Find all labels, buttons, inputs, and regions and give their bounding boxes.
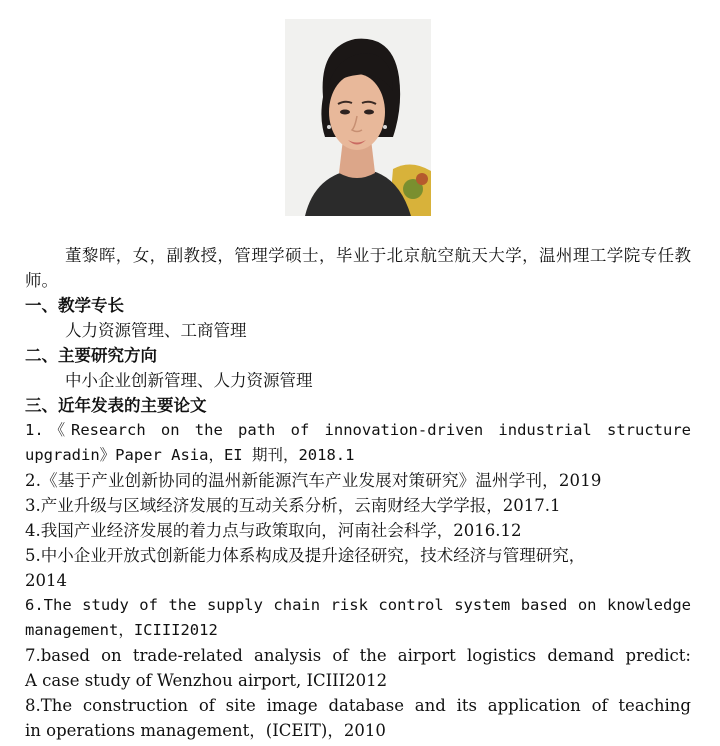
publication-line: 7.based on trade-related analysis of the airport logistics demand predict: <box>25 646 691 665</box>
publication-line: 4.我国产业经济发展的着力点与政策取向，河南社会科学，2016.12 <box>25 521 522 540</box>
publication-line: upgradin》Paper Asia，EI 期刊，2018.1 <box>25 446 355 464</box>
publication-line: in operations management，(ICEIT)，2010 <box>25 721 386 740</box>
publication-line: A case study of Wenzhou airport, ICIII2012 <box>25 671 388 690</box>
publication-item-8 <box>25 693 691 743</box>
publication-item-2 <box>25 468 691 493</box>
publication-item-4 <box>25 518 691 543</box>
section-heading-publications: 三、近年发表的主要论文 <box>25 396 207 415</box>
publication-line: 5.中小企业开放式创新能力体系构成及提升途径研究，技术经济与管理研究， <box>25 546 586 565</box>
portrait-photo-icon <box>285 19 431 216</box>
publication-line: 1.《Research on the path of innovation-driven industrial structure <box>25 421 691 439</box>
publication-item-5 <box>25 543 691 593</box>
publication-line: 6.The study of the supply chain risk control system based on knowledge <box>25 596 691 614</box>
research-directions: 中小企业创新管理、人力资源管理 <box>65 371 313 390</box>
publication-line: 2014 <box>25 571 67 590</box>
publication-line: 2.《基于产业创新协同的温州新能源汽车产业发展对策研究》温州学刊，2019 <box>25 471 602 490</box>
publication-line: 3.产业升级与区域经济发展的互动关系分析，云南财经大学学报，2017.1 <box>25 496 561 515</box>
publication-item-7 <box>25 643 691 693</box>
profile-photo <box>285 19 431 216</box>
publication-item-6 <box>25 593 691 643</box>
publication-item-3 <box>25 493 691 518</box>
profile-content <box>25 243 691 743</box>
section-heading-research: 二、主要研究方向 <box>25 346 157 365</box>
publication-line: 8.The construction of site image database and its application of teaching <box>25 696 691 715</box>
teaching-specialties: 人力资源管理、工商管理 <box>65 321 247 340</box>
publication-item-1 <box>25 418 691 468</box>
publication-line: management，ICIII2012 <box>25 621 218 639</box>
section-heading-teaching: 一、教学专长 <box>25 296 124 315</box>
intro-paragraph: 董黎晖，女，副教授，管理学硕士，毕业于北京航空航天大学，温州理工学院专任教师。 <box>25 246 691 290</box>
